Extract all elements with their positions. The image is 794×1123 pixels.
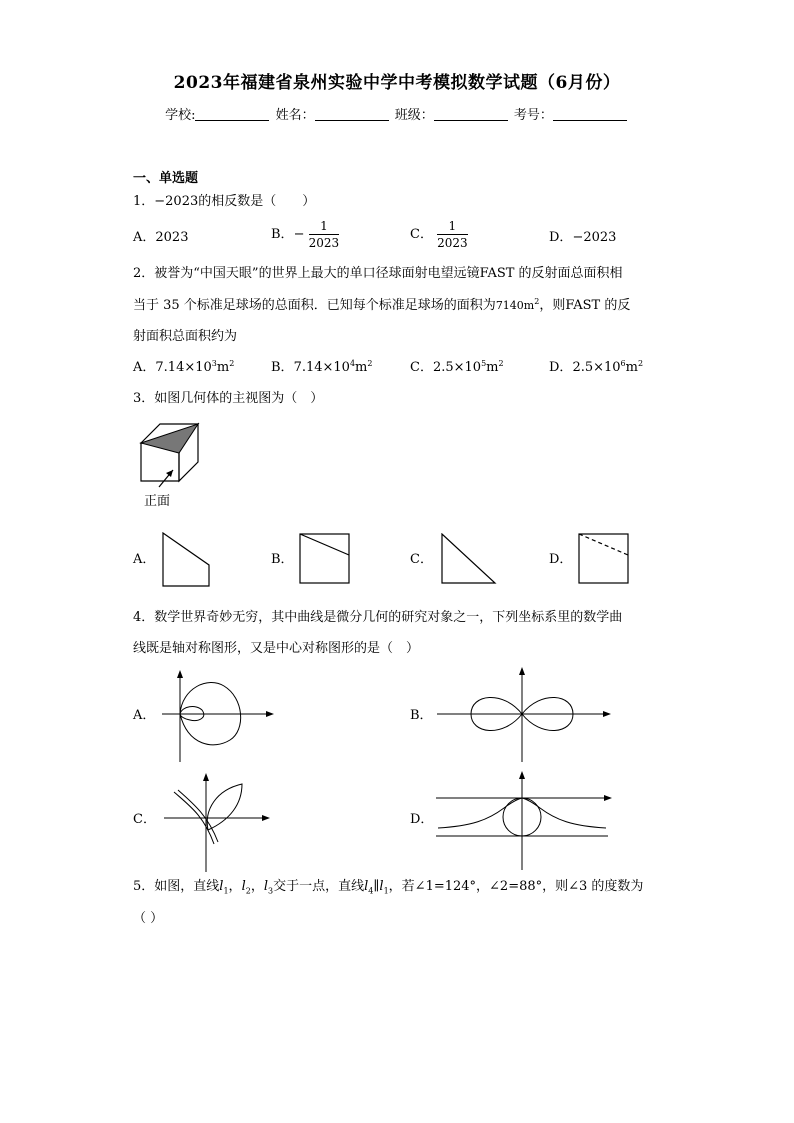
- q3-option-a-figure[interactable]: [162, 532, 212, 588]
- q1-option-d[interactable]: [549, 231, 616, 244]
- q5-sub-1: 1: [223, 886, 229, 896]
- q2-b-label: B．: [271, 360, 294, 375]
- q1-b-fraction: [309, 220, 340, 249]
- q2-b-unit: m: [355, 360, 368, 375]
- q4-option-d-figure[interactable]: [432, 768, 616, 872]
- q5-sub-2: 2: [245, 886, 251, 896]
- q2-option-d[interactable]: [549, 361, 643, 374]
- q1-d-label: D．: [549, 230, 573, 245]
- q3-front-label: 正面: [144, 494, 171, 509]
- q1-b-sign: −: [293, 227, 305, 242]
- q2-option-b[interactable]: [271, 361, 372, 374]
- q5-line-l2: l: [241, 879, 246, 894]
- q2-a-exp: 3: [211, 359, 217, 368]
- q5-stem-line2: （ ）: [133, 911, 164, 926]
- q2-option-c[interactable]: [410, 361, 504, 374]
- exam-no-label: 考号：: [513, 108, 553, 123]
- q1-c-numerator: 1: [448, 219, 457, 233]
- q3-option-c-figure[interactable]: [441, 533, 497, 585]
- q5-parallel-symbol: ∥: [373, 879, 380, 894]
- q5-line-l4: l: [364, 879, 369, 894]
- q2-stem-line3: 射面积总面积约为: [133, 329, 238, 344]
- q1-c-fraction: [437, 220, 468, 249]
- q4-stem-line1: 4．数学世界奇妙无穷，其中曲线是微分几何的研究对象之一，下列坐标系里的数学曲: [133, 610, 623, 625]
- q2-option-a[interactable]: [133, 361, 234, 374]
- class-label: 班级：: [394, 108, 434, 123]
- q3-c-label[interactable]: C．: [410, 552, 433, 567]
- q2-a-label: A．: [133, 360, 156, 375]
- class-blank[interactable]: [434, 108, 508, 121]
- q4-option-c-figure[interactable]: [160, 770, 272, 874]
- q2-b-base: 7.14×10: [293, 360, 350, 375]
- name-blank[interactable]: [315, 108, 389, 121]
- q2-d-unit-exp: 2: [637, 359, 644, 368]
- q5-line-l1: l: [219, 879, 224, 894]
- q2-area-exp: 2: [534, 297, 540, 306]
- page-title: 2023年福建省泉州实验中学中考模拟数学试题（6月份）: [173, 73, 621, 93]
- q2-stem-line1: 2．被誉为“中国天眼”的世界上最大的单口径球面射电望远镜FAST 的反射面总面积相: [133, 266, 623, 281]
- q2-c-unit-exp: 2: [498, 359, 504, 368]
- q4-b-label[interactable]: B．: [410, 708, 433, 723]
- q2-stem-line2: [133, 299, 630, 312]
- student-info-line: [0, 104, 794, 123]
- q2-d-exp: 6: [620, 359, 626, 368]
- q1-option-a[interactable]: [133, 231, 188, 244]
- q3-solid-figure: [138, 420, 200, 492]
- q5-text-a: 5．如图，直线: [133, 879, 220, 894]
- q2-d-label: D．: [549, 360, 573, 375]
- q1-d-value: −2023: [572, 230, 617, 245]
- q2-a-unit: m: [216, 360, 230, 375]
- q3-option-b-figure[interactable]: [299, 533, 351, 585]
- q2-d-unit: m: [625, 360, 638, 375]
- q4-stem-line2: 线既是轴对称图形，又是中心对称图形的是（ ）: [133, 641, 420, 656]
- q2-a-base: 7.14×10: [155, 360, 212, 375]
- q5-sub-4: 4: [368, 886, 374, 896]
- q2-a-unit-exp: 2: [229, 359, 235, 368]
- q4-c-label[interactable]: C．: [133, 812, 156, 827]
- q5-sub-3: 3: [268, 886, 274, 896]
- q5-line-l3: l: [263, 879, 269, 894]
- q1-option-c[interactable]: [410, 220, 468, 249]
- q2-c-label: C．: [410, 360, 433, 375]
- q1-stem: 1．−2023的相反数是（ ）: [133, 194, 316, 209]
- q3-option-d-figure[interactable]: [578, 533, 630, 585]
- q3-d-label[interactable]: D．: [549, 552, 573, 567]
- q2-d-base: 2.5×10: [572, 360, 621, 375]
- q4-d-label[interactable]: D．: [410, 812, 434, 827]
- q1-a-label: A．: [133, 230, 156, 245]
- q2-c-exp: 5: [481, 359, 487, 368]
- q2-area-value: 7140m: [495, 299, 535, 312]
- q4-option-a-figure[interactable]: [158, 668, 276, 764]
- q1-b-label: B．: [271, 227, 294, 242]
- q3-b-label[interactable]: B．: [271, 552, 294, 567]
- q1-b-numerator: 1: [320, 219, 328, 233]
- q3-stem: 3．如图几何体的主视图为（ ）: [133, 391, 324, 406]
- school-blank[interactable]: [195, 108, 269, 121]
- name-label: 姓名：: [275, 108, 315, 123]
- exam-no-blank[interactable]: [553, 108, 627, 121]
- q5-text-c: ，若∠1=124°，∠2=88°，则∠3 的度数为: [388, 879, 644, 894]
- q5-line-l1b: l: [379, 879, 384, 894]
- q1-c-label: C．: [410, 227, 433, 242]
- q1-c-denominator: 2023: [437, 236, 468, 250]
- q2-c-base: 2.5×10: [432, 360, 482, 375]
- q1-option-b[interactable]: [271, 220, 339, 249]
- q4-a-label[interactable]: A．: [133, 708, 156, 723]
- q1-a-value: 2023: [155, 230, 189, 245]
- q5-stem: 5．如图，直线$l_1$，$l_2$，$l_3$交于一点，直线$l_4\parallel l_1$，若∠1=124°，∠2=88°，则∠3 的度数为: [133, 879, 644, 896]
- q2-line2-tail: ，则FAST 的反: [539, 298, 631, 313]
- section-heading: 一、单选题: [133, 171, 199, 186]
- q2-b-exp: 4: [349, 359, 356, 368]
- q2-line2-text: 当于 35 个标准足球场的总面积．已知每个标准足球场的面积为: [133, 298, 496, 313]
- q2-c-unit: m: [486, 360, 499, 375]
- q4-option-b-figure[interactable]: [433, 664, 615, 764]
- school-label: 学校:: [165, 108, 196, 123]
- q3-a-label[interactable]: A．: [133, 552, 156, 567]
- q5-text-b: 交于一点，直线: [273, 879, 365, 894]
- q5-sub-1b: 1: [383, 886, 389, 896]
- q2-b-unit-exp: 2: [367, 359, 373, 368]
- q1-b-denominator: 2023: [308, 236, 340, 250]
